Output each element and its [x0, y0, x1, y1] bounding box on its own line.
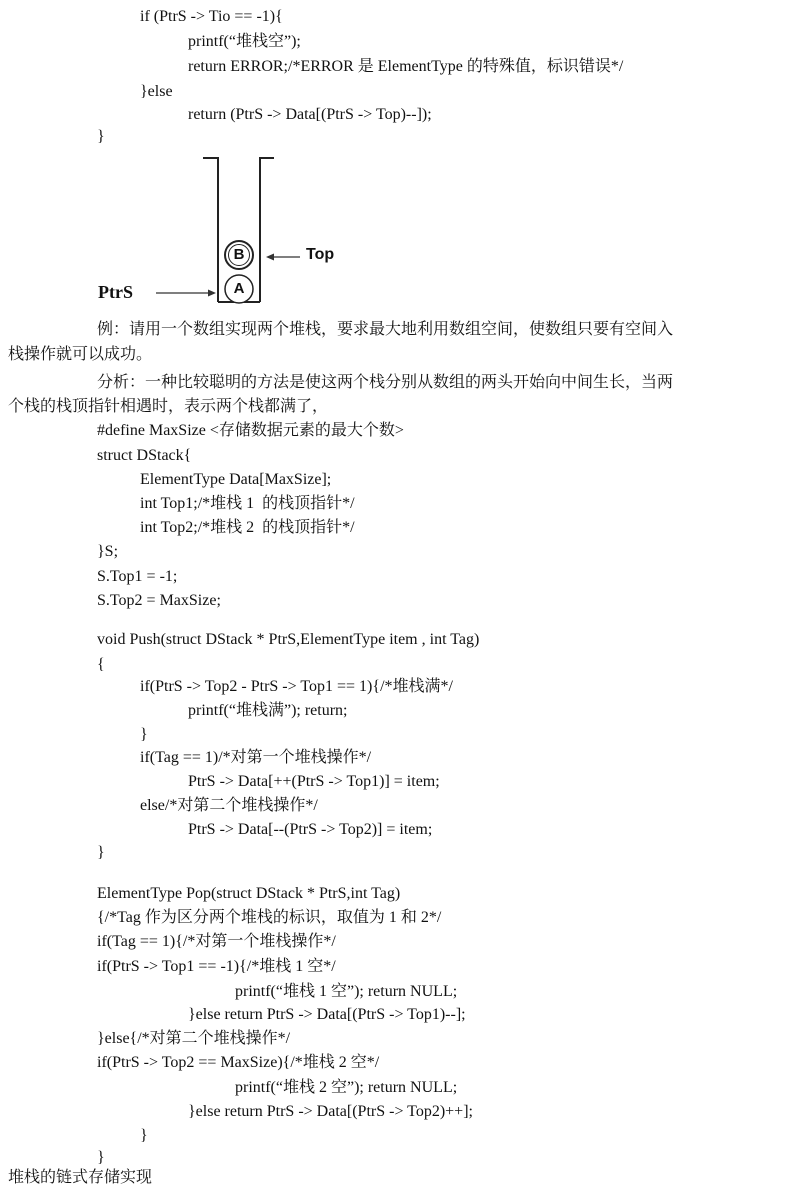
code-line: PtrS -> Data[--(PtrS -> Top2)] = item; [188, 821, 433, 838]
code-line: if(Tag == 1)/*对第一个堆栈操作*/ [140, 749, 372, 766]
code-line: int Top1;/*堆栈 1 的栈顶指针*/ [140, 495, 355, 512]
code-line: printf(“堆栈满”); return; [188, 702, 348, 719]
code-line: }else [140, 83, 173, 100]
code-line: S.Top1 = -1; [97, 568, 178, 585]
code-line: PtrS -> Data[++(PtrS -> Top1)] = item; [188, 773, 440, 790]
code-line: int Top2;/*堆栈 2 的栈顶指针*/ [140, 519, 355, 536]
ptrs-arrow-head [208, 290, 216, 297]
code-line: ElementType Pop(struct DStack * PtrS,int Tag) [97, 885, 401, 902]
code-line: }else{/*对第二个堆栈操作*/ [97, 1030, 291, 1047]
code-line: }else return PtrS -> Data[(PtrS -> Top1)--]; [188, 1006, 466, 1023]
code-line: {/*Tag 作为区分两个堆栈的标识，取值为 1 和 2*/ [97, 909, 442, 926]
code-line: } [97, 844, 105, 861]
top-pointer-label: Top [306, 246, 335, 263]
code-line: else/*对第二个堆栈操作*/ [140, 797, 318, 814]
code-line: void Push(struct DStack * PtrS,ElementType item , int Tag) [97, 631, 480, 648]
code-line: struct DStack{ [97, 447, 192, 464]
paragraph-line: 分析：一种比较聪明的方法是使这两个栈分别从数组的两头开始向中间生长，当两 [97, 374, 674, 391]
code-line: #define MaxSize <存储数据元素的最大个数> [97, 422, 404, 439]
code-line: printf(“堆栈 1 空”); return NULL; [235, 983, 458, 1000]
node-a-label: A [233, 280, 245, 297]
code-line: } [140, 1127, 148, 1144]
code-line: } [97, 128, 105, 145]
code-line: return ERROR;/*ERROR 是 ElementType 的特殊值，标识错误*/ [188, 58, 624, 75]
code-line: return (PtrS -> Data[(PtrS -> Top)--]); [188, 106, 432, 123]
code-line: printf(“堆栈 2 空”); return NULL; [235, 1079, 458, 1096]
code-line: if (PtrS -> Tio == -1){ [140, 8, 283, 25]
paragraph-line: 栈操作就可以成功。 [8, 346, 153, 363]
code-line: } [97, 1149, 105, 1166]
code-line: if(PtrS -> Top1 == -1){/*堆栈 1 空*/ [97, 958, 336, 975]
code-line: { [97, 656, 105, 673]
section-heading: 堆栈的链式存储实现 [8, 1169, 153, 1186]
paragraph-line: 例：请用一个数组实现两个堆栈，要求最大地利用数组空间，使数组只要有空间入 [97, 321, 674, 338]
code-line: if(Tag == 1){/*对第一个堆栈操作*/ [97, 933, 336, 950]
code-line: }S; [97, 543, 119, 560]
code-line: ElementType Data[MaxSize]; [140, 471, 332, 488]
stack-container-right-wall [260, 158, 274, 302]
code-line: }else return PtrS -> Data[(PtrS -> Top2)++]; [188, 1103, 473, 1120]
code-line: printf(“堆栈空”); [188, 33, 301, 50]
top-arrow-head [266, 254, 274, 261]
stack-container-left-wall [203, 158, 218, 302]
ptrs-pointer-label: PtrS [98, 282, 133, 302]
code-line: if(PtrS -> Top2 == MaxSize){/*堆栈 2 空*/ [97, 1054, 380, 1071]
stack-diagram [90, 150, 360, 310]
code-line: S.Top2 = MaxSize; [97, 592, 221, 609]
code-line: if(PtrS -> Top2 - PtrS -> Top1 == 1){/*堆栈满*/ [140, 678, 453, 695]
code-line: } [140, 726, 148, 743]
paragraph-line: 个栈的栈顶指针相遇时，表示两个栈都满了， [8, 398, 329, 415]
node-b-label: B [233, 246, 245, 263]
